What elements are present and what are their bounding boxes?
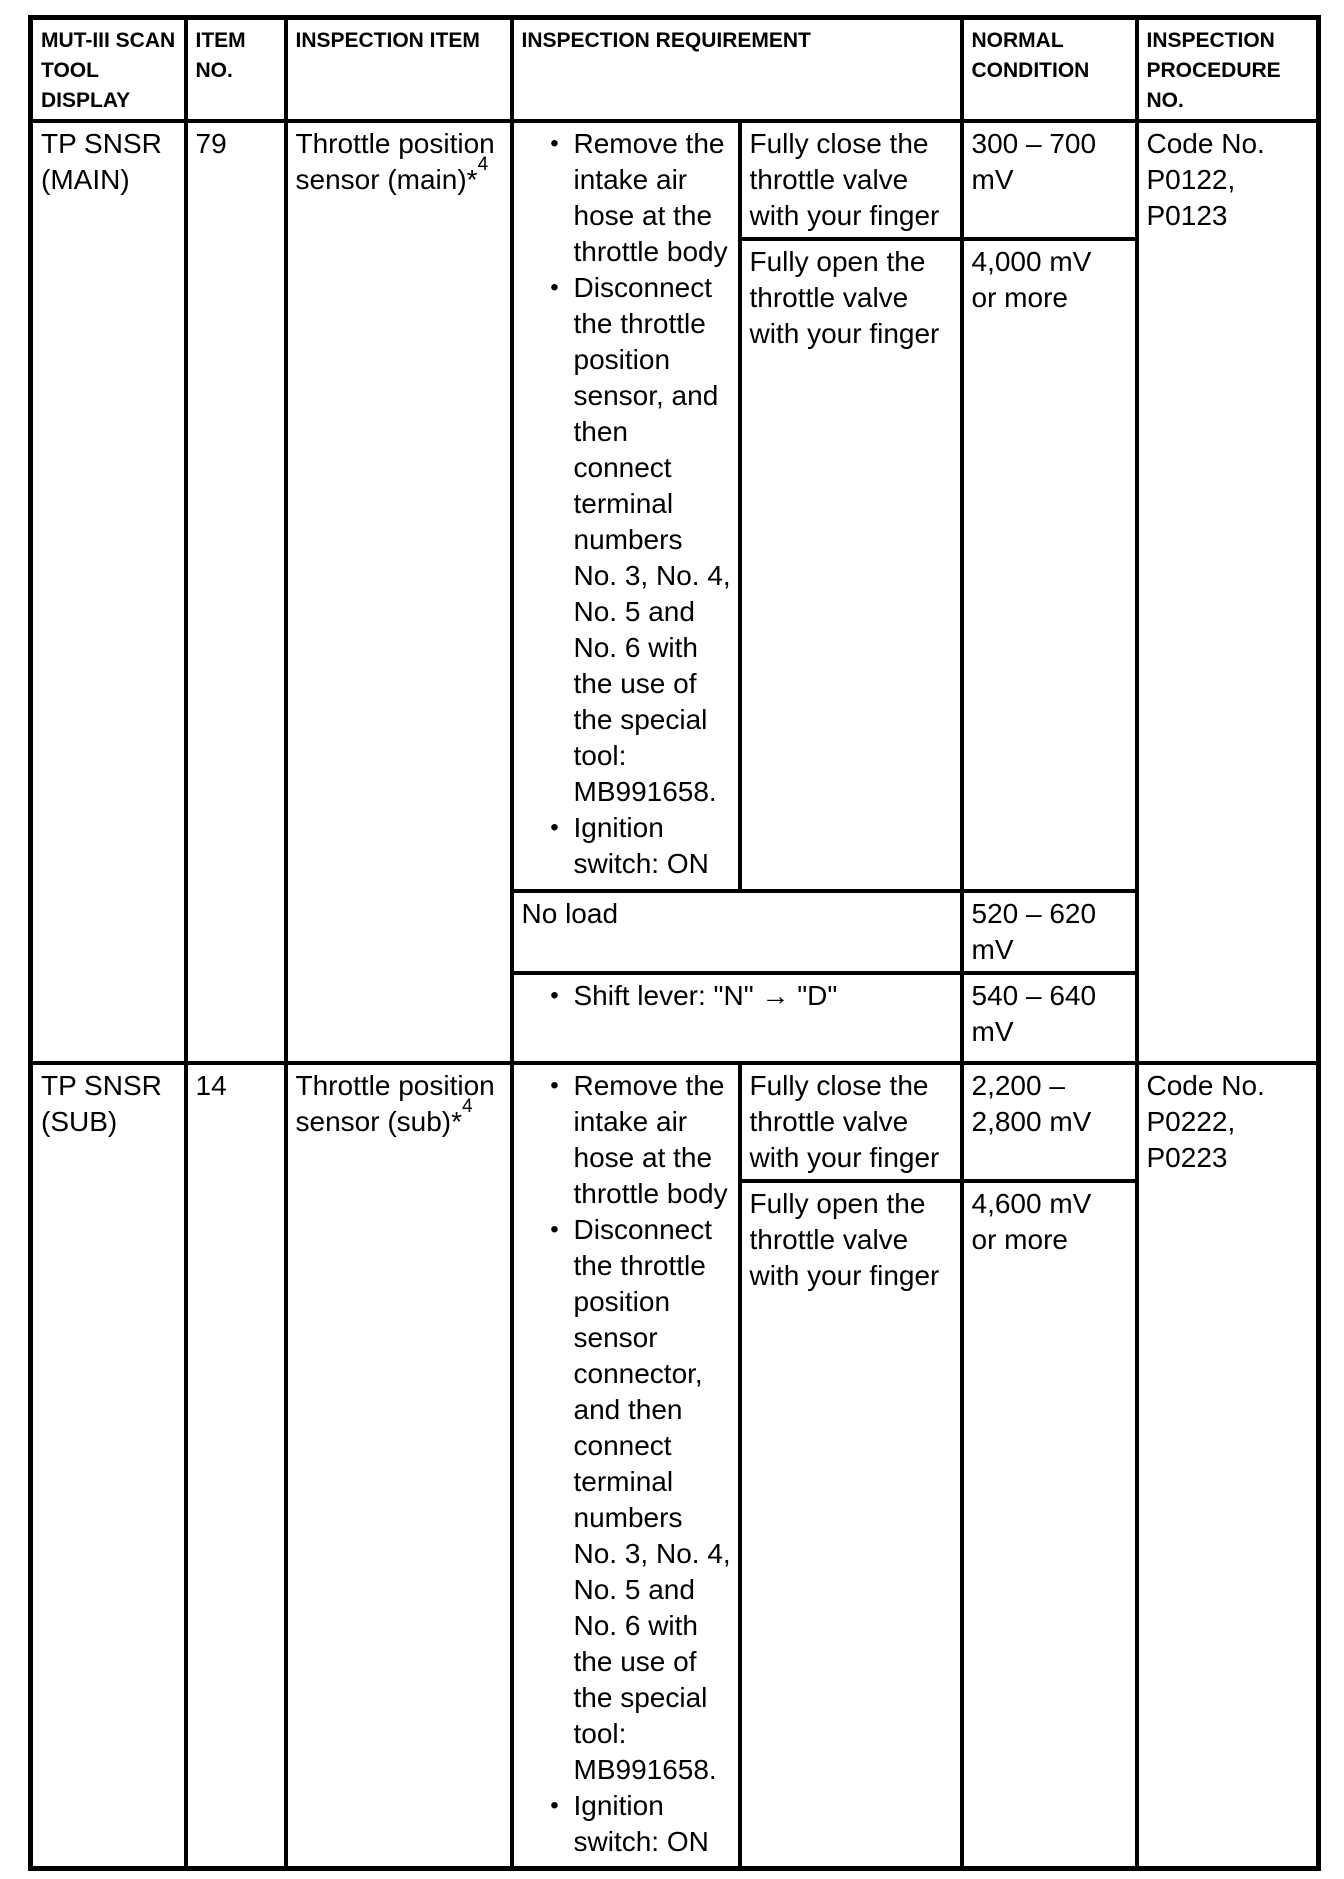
cell-requirement: Fully open the throttle valve with your finger — [740, 1181, 962, 1868]
inspection-item-note: (main)* — [387, 164, 478, 195]
bullet-icon: • — [550, 982, 559, 1009]
cell-requirement: Fully close the throttle valve with your finger — [740, 1063, 962, 1181]
step-text: Ignition switch: ON — [573, 812, 709, 879]
step-text: Shift lever: "N" → "D" — [573, 980, 838, 1011]
step-text: Remove the intake air hose at the throttle body — [573, 1070, 728, 1209]
table-row — [31, 121, 1319, 239]
cell-normal-condition: 520 – 620 mV — [962, 891, 1137, 973]
header-inspection-requirement: INSPECTION REQUIREMENT — [512, 18, 962, 122]
footnote-sup: 4 — [462, 1096, 473, 1118]
bullet-icon: • — [550, 1792, 559, 1819]
cell-setup-steps — [512, 1063, 740, 1868]
diagnostic-data-table — [28, 15, 1321, 1871]
cell-normal-condition: 300 – 700 mV — [962, 121, 1137, 239]
setup-step — [514, 1212, 734, 1788]
inspection-item-text: Throttle position sensor — [295, 1070, 495, 1137]
header-inspection-procedure-no: INSPECTION PROCEDURE NO. — [1137, 18, 1319, 122]
setup-step — [514, 1068, 734, 1212]
header-inspection-item: INSPECTION ITEM — [286, 18, 512, 122]
bullet-icon: • — [550, 130, 559, 157]
cell-scan-tool-display: TP SNSR (SUB) — [31, 1063, 186, 1868]
header-scan-tool-display: MUT-III SCAN TOOL DISPLAY — [31, 18, 186, 122]
cell-scan-tool-display: TP SNSR (MAIN) — [31, 121, 186, 1063]
cell-normal-condition: 2,200 – 2,800 mV — [962, 1063, 1137, 1181]
cell-requirement — [512, 973, 962, 1063]
setup-step — [514, 810, 734, 882]
cell-item-no: 14 — [186, 1063, 286, 1868]
cell-inspection-item — [286, 121, 512, 1063]
step-text: Remove the intake air hose at the throttle body — [573, 128, 728, 267]
inspection-item-text: Throttle position sensor — [295, 128, 495, 195]
bullet-icon: • — [550, 814, 559, 841]
requirement-step — [514, 978, 954, 1014]
step-text: Ignition switch: ON — [573, 1790, 709, 1857]
cell-normal-condition: 4,600 mV or more — [962, 1181, 1137, 1868]
cell-inspection-item — [286, 1063, 512, 1868]
table-header-row — [31, 18, 1319, 122]
step-text: Disconnect the throttle position sensor, and then connect terminal numbers No. 3, No. 4, No. 5 and No. 6 with the use of the special tool: MB991658. — [573, 272, 731, 807]
cell-requirement: Fully open the throttle valve with your finger — [740, 239, 962, 891]
header-item-no: ITEM NO. — [186, 18, 286, 122]
setup-step — [514, 126, 734, 270]
cell-procedure-no: Code No. P0122, P0123 — [1137, 121, 1319, 1063]
table-row — [31, 1063, 1319, 1181]
bullet-icon: • — [550, 274, 559, 301]
cell-normal-condition: 540 – 640 mV — [962, 973, 1137, 1063]
cell-requirement: No load — [512, 891, 962, 973]
setup-step — [514, 270, 734, 810]
cell-setup-steps — [512, 121, 740, 891]
cell-item-no: 79 — [186, 121, 286, 1063]
header-normal-condition: NORMAL CONDITION — [962, 18, 1137, 122]
inspection-item-note: (sub)* — [387, 1106, 463, 1137]
cell-procedure-no: Code No. P0222, P0223 — [1137, 1063, 1319, 1868]
footnote-sup: 4 — [477, 154, 489, 176]
cell-normal-condition: 4,000 mV or more — [962, 239, 1137, 891]
bullet-icon: • — [550, 1072, 559, 1099]
cell-requirement: Fully close the throttle valve with your finger — [740, 121, 962, 239]
bullet-icon: • — [550, 1216, 559, 1243]
setup-step — [514, 1788, 734, 1860]
step-text: Disconnect the throttle position sensor connector, and then connect terminal numbers No. 3, No. 4, No. 5 and No. 6 with the use of the special tool: MB991658. — [573, 1214, 731, 1785]
